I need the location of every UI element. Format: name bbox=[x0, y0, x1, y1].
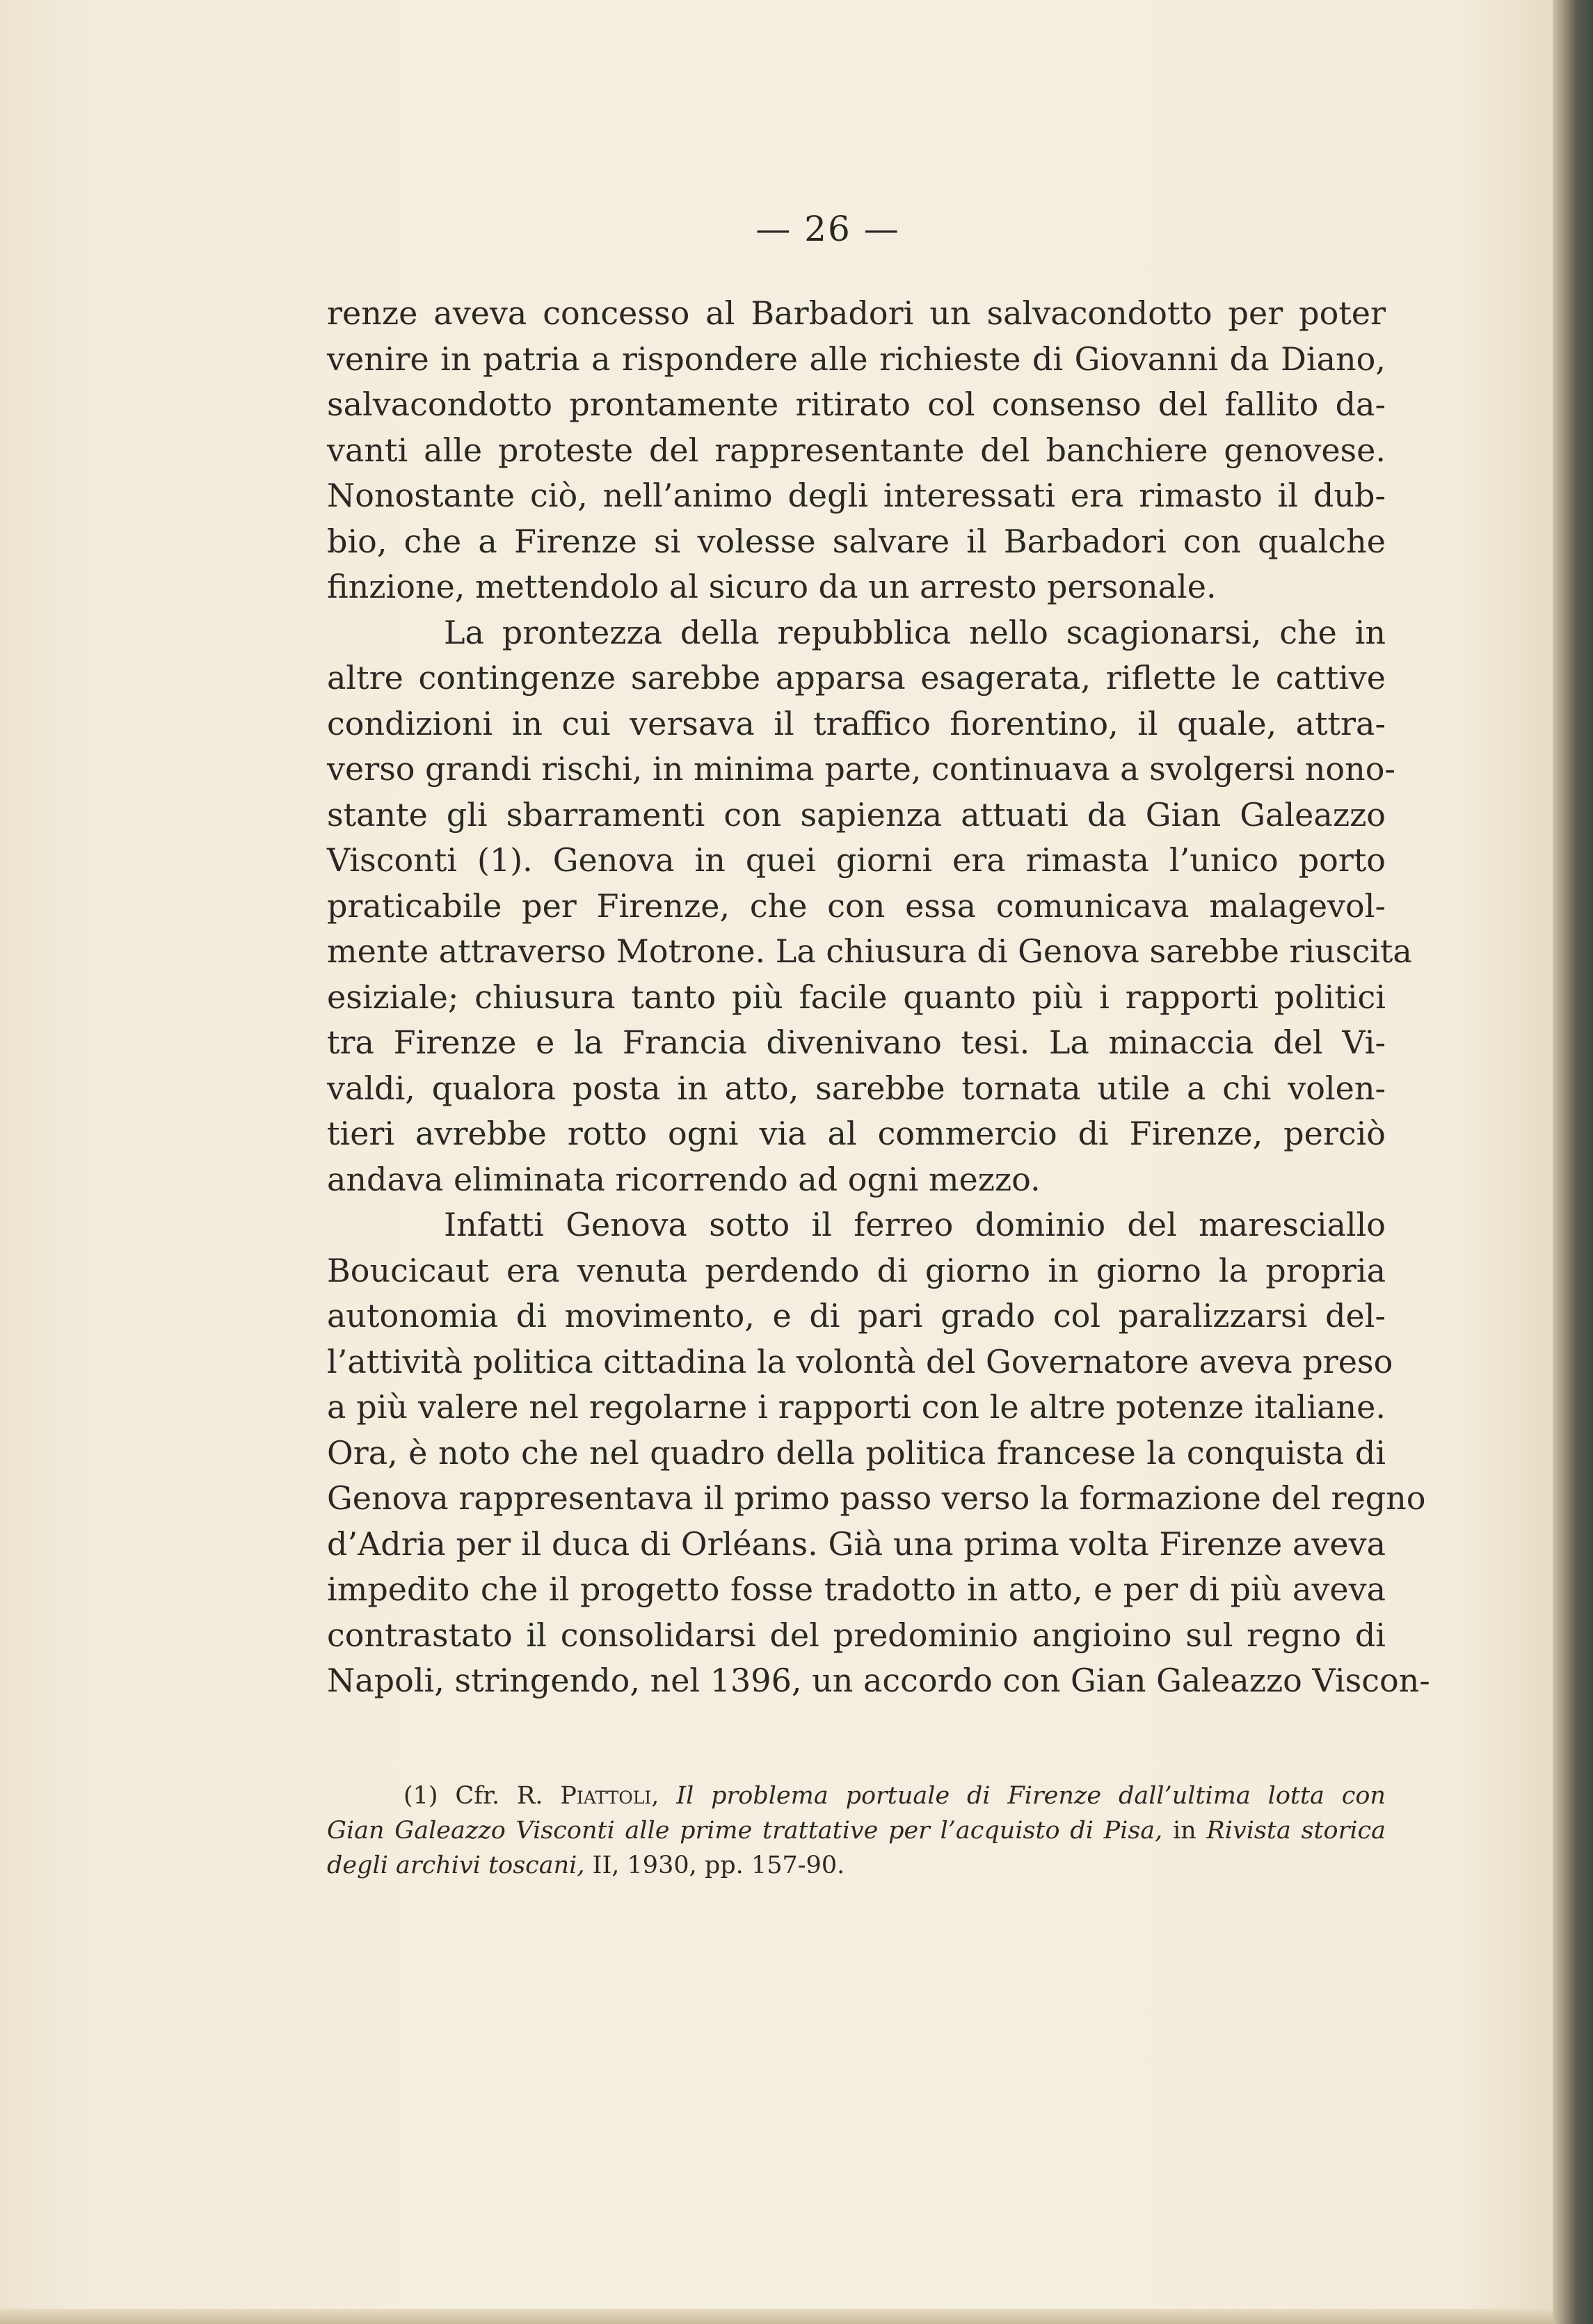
body-line: praticabile per Firenze, che con essa comunicava malagevol- bbox=[327, 886, 1386, 925]
body-line: tieri avrebbe rotto ogni via al commercio di Firenze, perciò bbox=[327, 1115, 1386, 1152]
footnote bbox=[327, 1778, 1386, 1883]
body-line: Ora, è noto che nel quadro della politica francese la conquista di bbox=[327, 1433, 1386, 1472]
page-number: — 26 — bbox=[755, 209, 900, 249]
body-line: salvacondotto prontamente ritirato col consenso del fallito da- bbox=[327, 385, 1386, 423]
body-line: l’attività politica cittadina la volontà del Governatore aveva preso bbox=[327, 1342, 1393, 1380]
footnote-line bbox=[327, 1813, 1386, 1848]
body-line: venire in patria a rispondere alle richieste di Giovanni da Diano, bbox=[327, 340, 1386, 378]
body-line: bio, che a Firenze si volesse salvare il Barbadori con qualche bbox=[327, 522, 1386, 560]
body-line: La prontezza della repubblica nello scagionarsi, che in bbox=[444, 613, 1386, 651]
footnote-author: Piattoli, bbox=[560, 1782, 659, 1810]
body-line: Boucicaut era venuta perdendo di giorno in giorno la propria bbox=[327, 1251, 1386, 1289]
page-edge-right bbox=[1553, 0, 1593, 2324]
body-line: finzione, mettendolo al sicuro da un arresto personale. bbox=[327, 568, 1217, 605]
body-line: Visconti (1). Genova in quei giorni era rimasta l’unico porto bbox=[327, 841, 1386, 879]
body-line: andava eliminata ricorrendo ad ogni mezzo. bbox=[327, 1160, 1041, 1198]
body-line: d’Adria per il duca di Orléans. Già una prima volta Firenze aveva bbox=[327, 1525, 1386, 1563]
body-line: esiziale; chiusura tanto più facile quanto più i rapporti politici bbox=[327, 978, 1386, 1016]
footnote-marker: (1) Cfr. R. bbox=[403, 1782, 543, 1810]
page-edge-bottom bbox=[0, 2309, 1553, 2324]
footnote-line bbox=[327, 1848, 1386, 1883]
body-line: Napoli, stringendo, nel 1396, un accordo con Gian Galeazzo Viscon- bbox=[327, 1662, 1430, 1699]
body-line: autonomia di movimento, e di pari grado col paralizzarsi del- bbox=[327, 1297, 1386, 1335]
body-text bbox=[327, 291, 1430, 1704]
body-line: Nonostante ciò, nell’animo degli interessati era rimasto il dub- bbox=[327, 477, 1386, 514]
body-line: mente attraverso Motrone. La chiusura di Genova sarebbe riuscita bbox=[327, 932, 1412, 970]
footnote-title: Il problema portuale di Firenze dall’ultima lotta con bbox=[676, 1782, 1386, 1810]
body-line: impedito che il progetto fosse tradotto in atto, e per di più aveva bbox=[327, 1570, 1386, 1608]
body-line: a più valere nel regolarne i rapporti con le altre potenze italiane. bbox=[327, 1388, 1386, 1426]
footnote-title: Gian Galeazzo Visconti alle prime trattative per l’acquisto di Pisa, bbox=[327, 1817, 1163, 1845]
body-line: verso grandi rischi, in minima parte, continuava a svolgersi nono- bbox=[327, 750, 1395, 788]
body-line: Genova rappresentava il primo passo verso la formazione del regno bbox=[327, 1479, 1426, 1517]
body-line: stante gli sbarramenti con sapienza attuati da Gian Galeazzo bbox=[327, 795, 1386, 834]
body-line: tra Firenze e la Francia divenivano tesi. La minaccia del Vi- bbox=[327, 1024, 1386, 1061]
body-line: Infatti Genova sotto il ferreo dominio del maresciallo bbox=[444, 1206, 1386, 1243]
body-line: condizioni in cui versava il traffico fiorentino, il quale, attra- bbox=[327, 704, 1386, 742]
footnote-journal: Rivista storica bbox=[1206, 1817, 1386, 1845]
body-line: valdi, qualora posta in atto, sarebbe tornata utile a chi volen- bbox=[327, 1069, 1386, 1107]
body-line: renze aveva concesso al Barbadori un salvacondotto per poter bbox=[327, 294, 1386, 332]
footnote-in: in bbox=[1172, 1817, 1196, 1845]
body-line: vanti alle proteste del rappresentante del banchiere genovese. bbox=[327, 431, 1386, 469]
body-line: altre contingenze sarebbe apparsa esagerata, riflette le cattive bbox=[327, 659, 1386, 697]
footnote-journal: degli archivi toscani, bbox=[327, 1852, 585, 1879]
body-line: contrastato il consolidarsi del predominio angioino sul regno di bbox=[327, 1616, 1386, 1654]
footnote-citation: II, 1930, pp. 157-90. bbox=[592, 1852, 845, 1879]
footnote-line bbox=[327, 1778, 1386, 1813]
